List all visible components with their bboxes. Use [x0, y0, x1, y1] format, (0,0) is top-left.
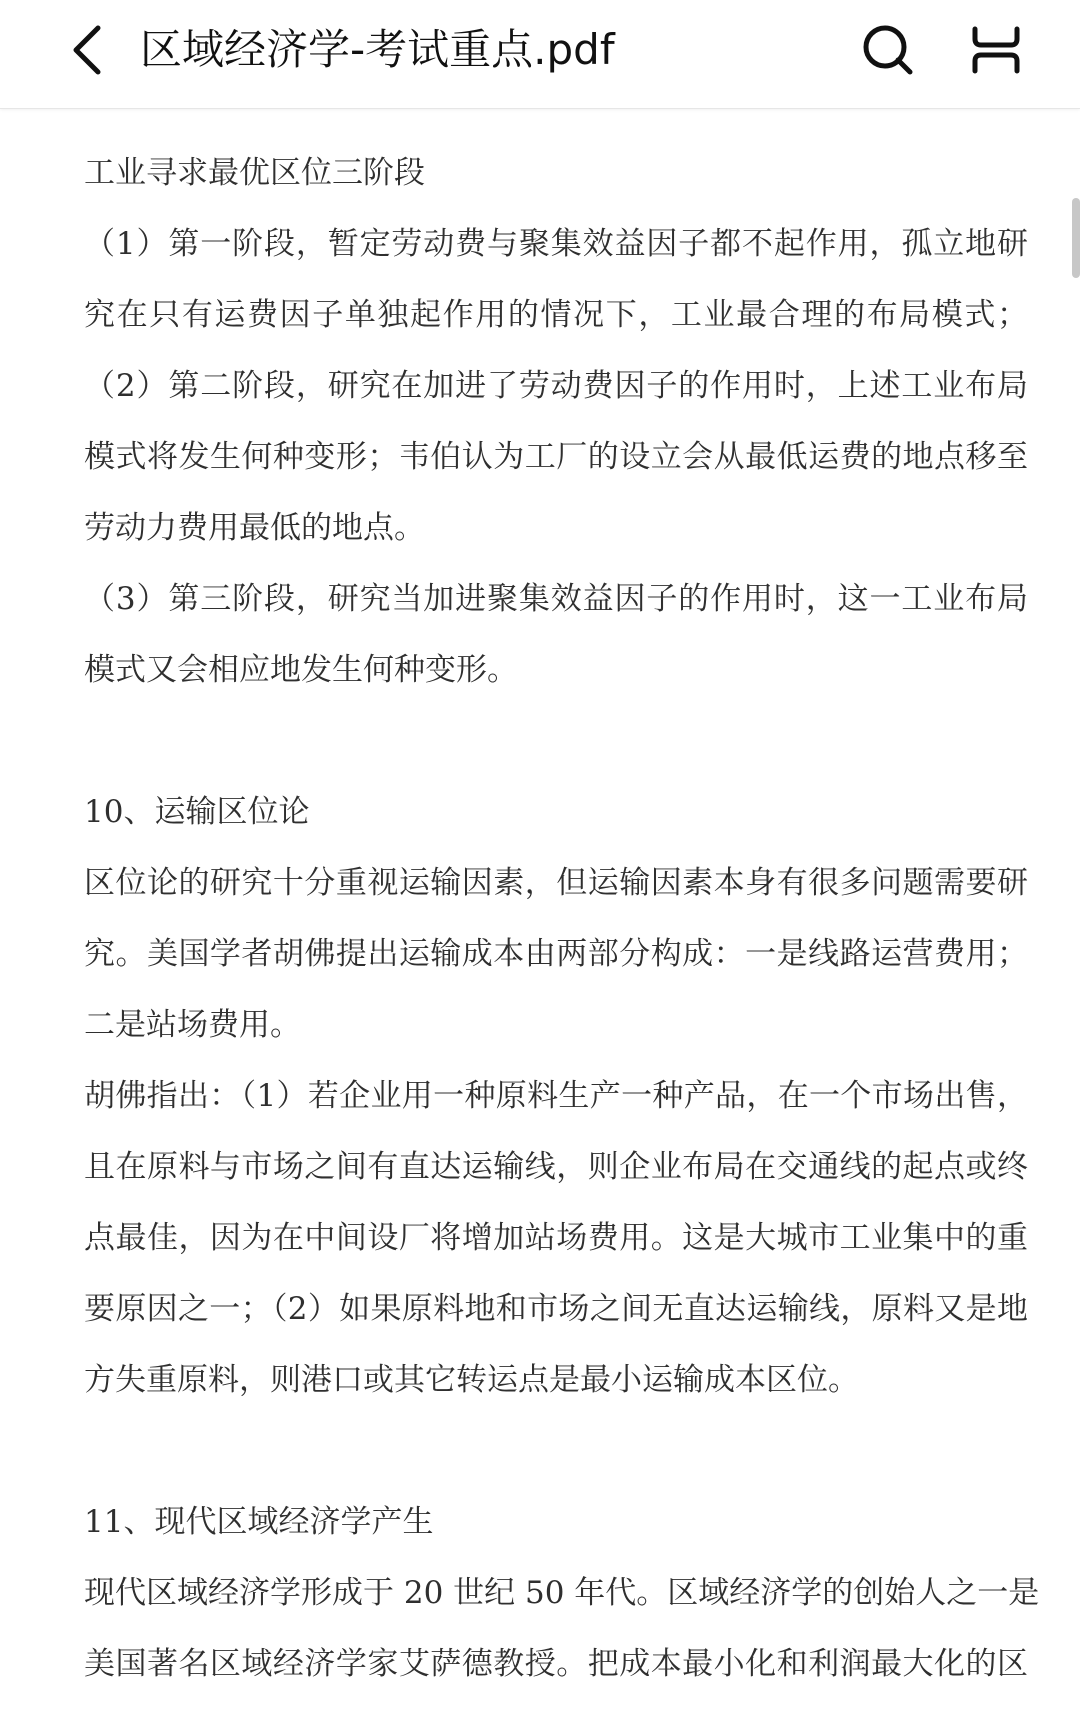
paragraph-gap: [84, 706, 1028, 777]
text-line: 模式将发生何种变形；韦伯认为工厂的设立会从最低运费的地点移至: [84, 439, 1028, 475]
text-line: 方失重原料，则港口或其它转运点是最小运输成本区位。: [84, 1362, 859, 1398]
section-heading: 11、现代区域经济学产生: [84, 1504, 434, 1540]
paragraph-gap: [84, 1416, 1028, 1487]
chevron-left-icon: [68, 20, 108, 80]
text-line: 胡佛指出：（1）若企业用一种原料生产一种产品，在一个市场出售，: [84, 1078, 1028, 1114]
text-line: 究。美国学者胡佛提出运输成本由两部分构成：一是线路运营费用；: [84, 936, 1028, 972]
text-line: 且在原料与市场之间有直达运输线，则企业布局在交通线的起点或终: [84, 1149, 1028, 1185]
section-heading: 10、运输区位论: [84, 794, 310, 830]
text-line: 劳动力费用最低的地点。: [84, 510, 425, 546]
document-title: 区域经济学-考试重点.pdf: [140, 25, 615, 74]
text-line: 模式又会相应地发生何种变形。: [84, 652, 518, 688]
text-line: （1）第一阶段，暂定劳动费与聚集效益因子都不起作用，孤立地研: [84, 226, 1028, 262]
search-button[interactable]: [856, 18, 920, 82]
menu-button[interactable]: [964, 18, 1028, 82]
text-line: 究在只有运费因子单独起作用的情况下，工业最合理的布局模式；: [84, 297, 1028, 333]
menu-icon: [969, 23, 1023, 77]
text-line: 要原因之一；（2）如果原料地和市场之间无直达运输线，原料又是地: [84, 1291, 1028, 1327]
back-button[interactable]: [58, 20, 118, 80]
text-line: 区位论的研究十分重视运输因素，但运输因素本身有很多问题需要研: [84, 865, 1028, 901]
text-line: （3）第三阶段，研究当加进聚集效益因子的作用时，这一工业布局: [84, 581, 1028, 617]
section-heading: 工业寻求最优区位三阶段: [84, 155, 425, 191]
text-line: 点最佳，因为在中间设厂将增加站场费用。这是大城市工业集中的重: [84, 1220, 1028, 1256]
top-app-bar: [0, 0, 1080, 109]
text-line: 美国著名区域经济学家艾萨德教授。把成本最小化和利润最大化的区: [84, 1646, 1028, 1682]
scrollbar-thumb[interactable]: [1072, 198, 1080, 278]
search-icon: [860, 22, 916, 78]
text-line: 现代区域经济学形成于 20 世纪 50 年代。区域经济学的创始人之一是: [84, 1575, 1040, 1611]
text-line: 二是站场费用。: [84, 1007, 301, 1043]
pdf-page-content: [84, 138, 1040, 1700]
text-line: （2）第二阶段，研究在加进了劳动费因子的作用时，上述工业布局: [84, 368, 1028, 404]
